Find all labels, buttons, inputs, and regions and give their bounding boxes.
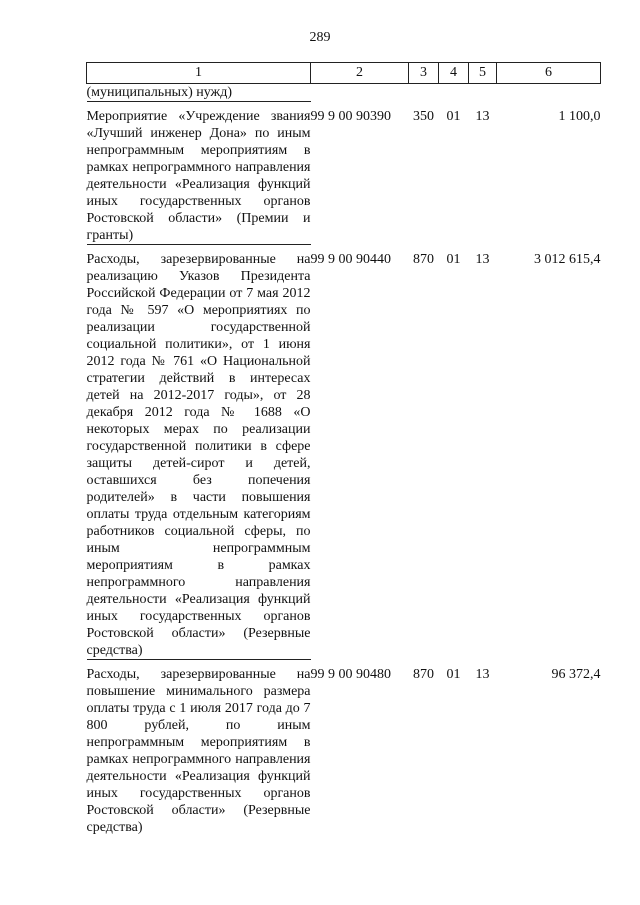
continuation-row bbox=[87, 84, 601, 102]
continuation-text: (муниципальных) нужд) bbox=[86, 85, 233, 100]
header-row bbox=[87, 63, 601, 84]
row-col3: 870 bbox=[413, 667, 434, 682]
column-header-2: 2 bbox=[311, 63, 409, 84]
column-header-4: 4 bbox=[439, 63, 469, 84]
budget-table bbox=[86, 62, 601, 836]
row-col4: 01 bbox=[446, 109, 461, 124]
column-header-1: 1 bbox=[87, 63, 311, 84]
table-row bbox=[87, 251, 601, 660]
row-col5: 13 bbox=[475, 252, 490, 267]
row-col5: 13 bbox=[475, 667, 490, 682]
page-number: 289 bbox=[309, 30, 331, 45]
column-header-3: 3 bbox=[409, 63, 439, 84]
row-code: 99 9 00 90390 bbox=[310, 109, 391, 124]
column-header-5: 5 bbox=[469, 63, 497, 84]
row-code: 99 9 00 90440 bbox=[310, 252, 391, 267]
row-amount: 3 012 615,4 bbox=[534, 252, 601, 267]
row-code: 99 9 00 90480 bbox=[310, 667, 391, 682]
table-row bbox=[87, 666, 601, 836]
row-col3: 350 bbox=[413, 109, 434, 124]
table-header bbox=[87, 63, 601, 84]
row-col3: 870 bbox=[413, 252, 434, 267]
row-col4: 01 bbox=[446, 252, 461, 267]
column-header-6: 6 bbox=[497, 63, 601, 84]
row-description: Расходы, зарезервированные на реализацию Указов Президента Российской Федерации от 7 мая 2012 года № 597 «О мероприятиях по реализации государственной социальной политики», от 1 июня 2012 года № 761 «О Национальной стратегии действий в интересах детей на 2012-2017 годы», от 28 декабря 2012 года № 1688 «О некоторых мерах по реализации государственной политики в сфере защиты детей-сирот и детей, оставшихся без попечения родителей» в части повышения оплаты труда отдельным категориям работников социальной сферы, по иным непрограммным мероприятиям в рамках непрограммного направления деятельности «Реализация функций иных государственных органов Ростовской области» (Резервные средства) bbox=[86, 252, 311, 658]
row-amount: 1 100,0 bbox=[558, 109, 601, 124]
row-description: Расходы, зарезервированные на повышение минимального размера оплаты труда с 1 июля 2017 года до 7 800 рублей, по иным непрограммным мероприятиям в рамках непрограммного направления деятельности «Реализация функций иных государственных органов Ростовской области» (Резервные средства) bbox=[86, 667, 311, 835]
table-body bbox=[87, 84, 601, 837]
table-row bbox=[87, 108, 601, 245]
row-col4: 01 bbox=[446, 667, 461, 682]
row-amount: 96 372,4 bbox=[551, 667, 601, 682]
row-col5: 13 bbox=[475, 109, 490, 124]
row-description: Мероприятие «Учреждение звания «Лучший инженер Дона» по иным непрограммным мероприятиям в рамках непрограммного направления деятельности «Реализация функций иных государственных органов Ростовской области» (Премии и гранты) bbox=[86, 109, 311, 243]
